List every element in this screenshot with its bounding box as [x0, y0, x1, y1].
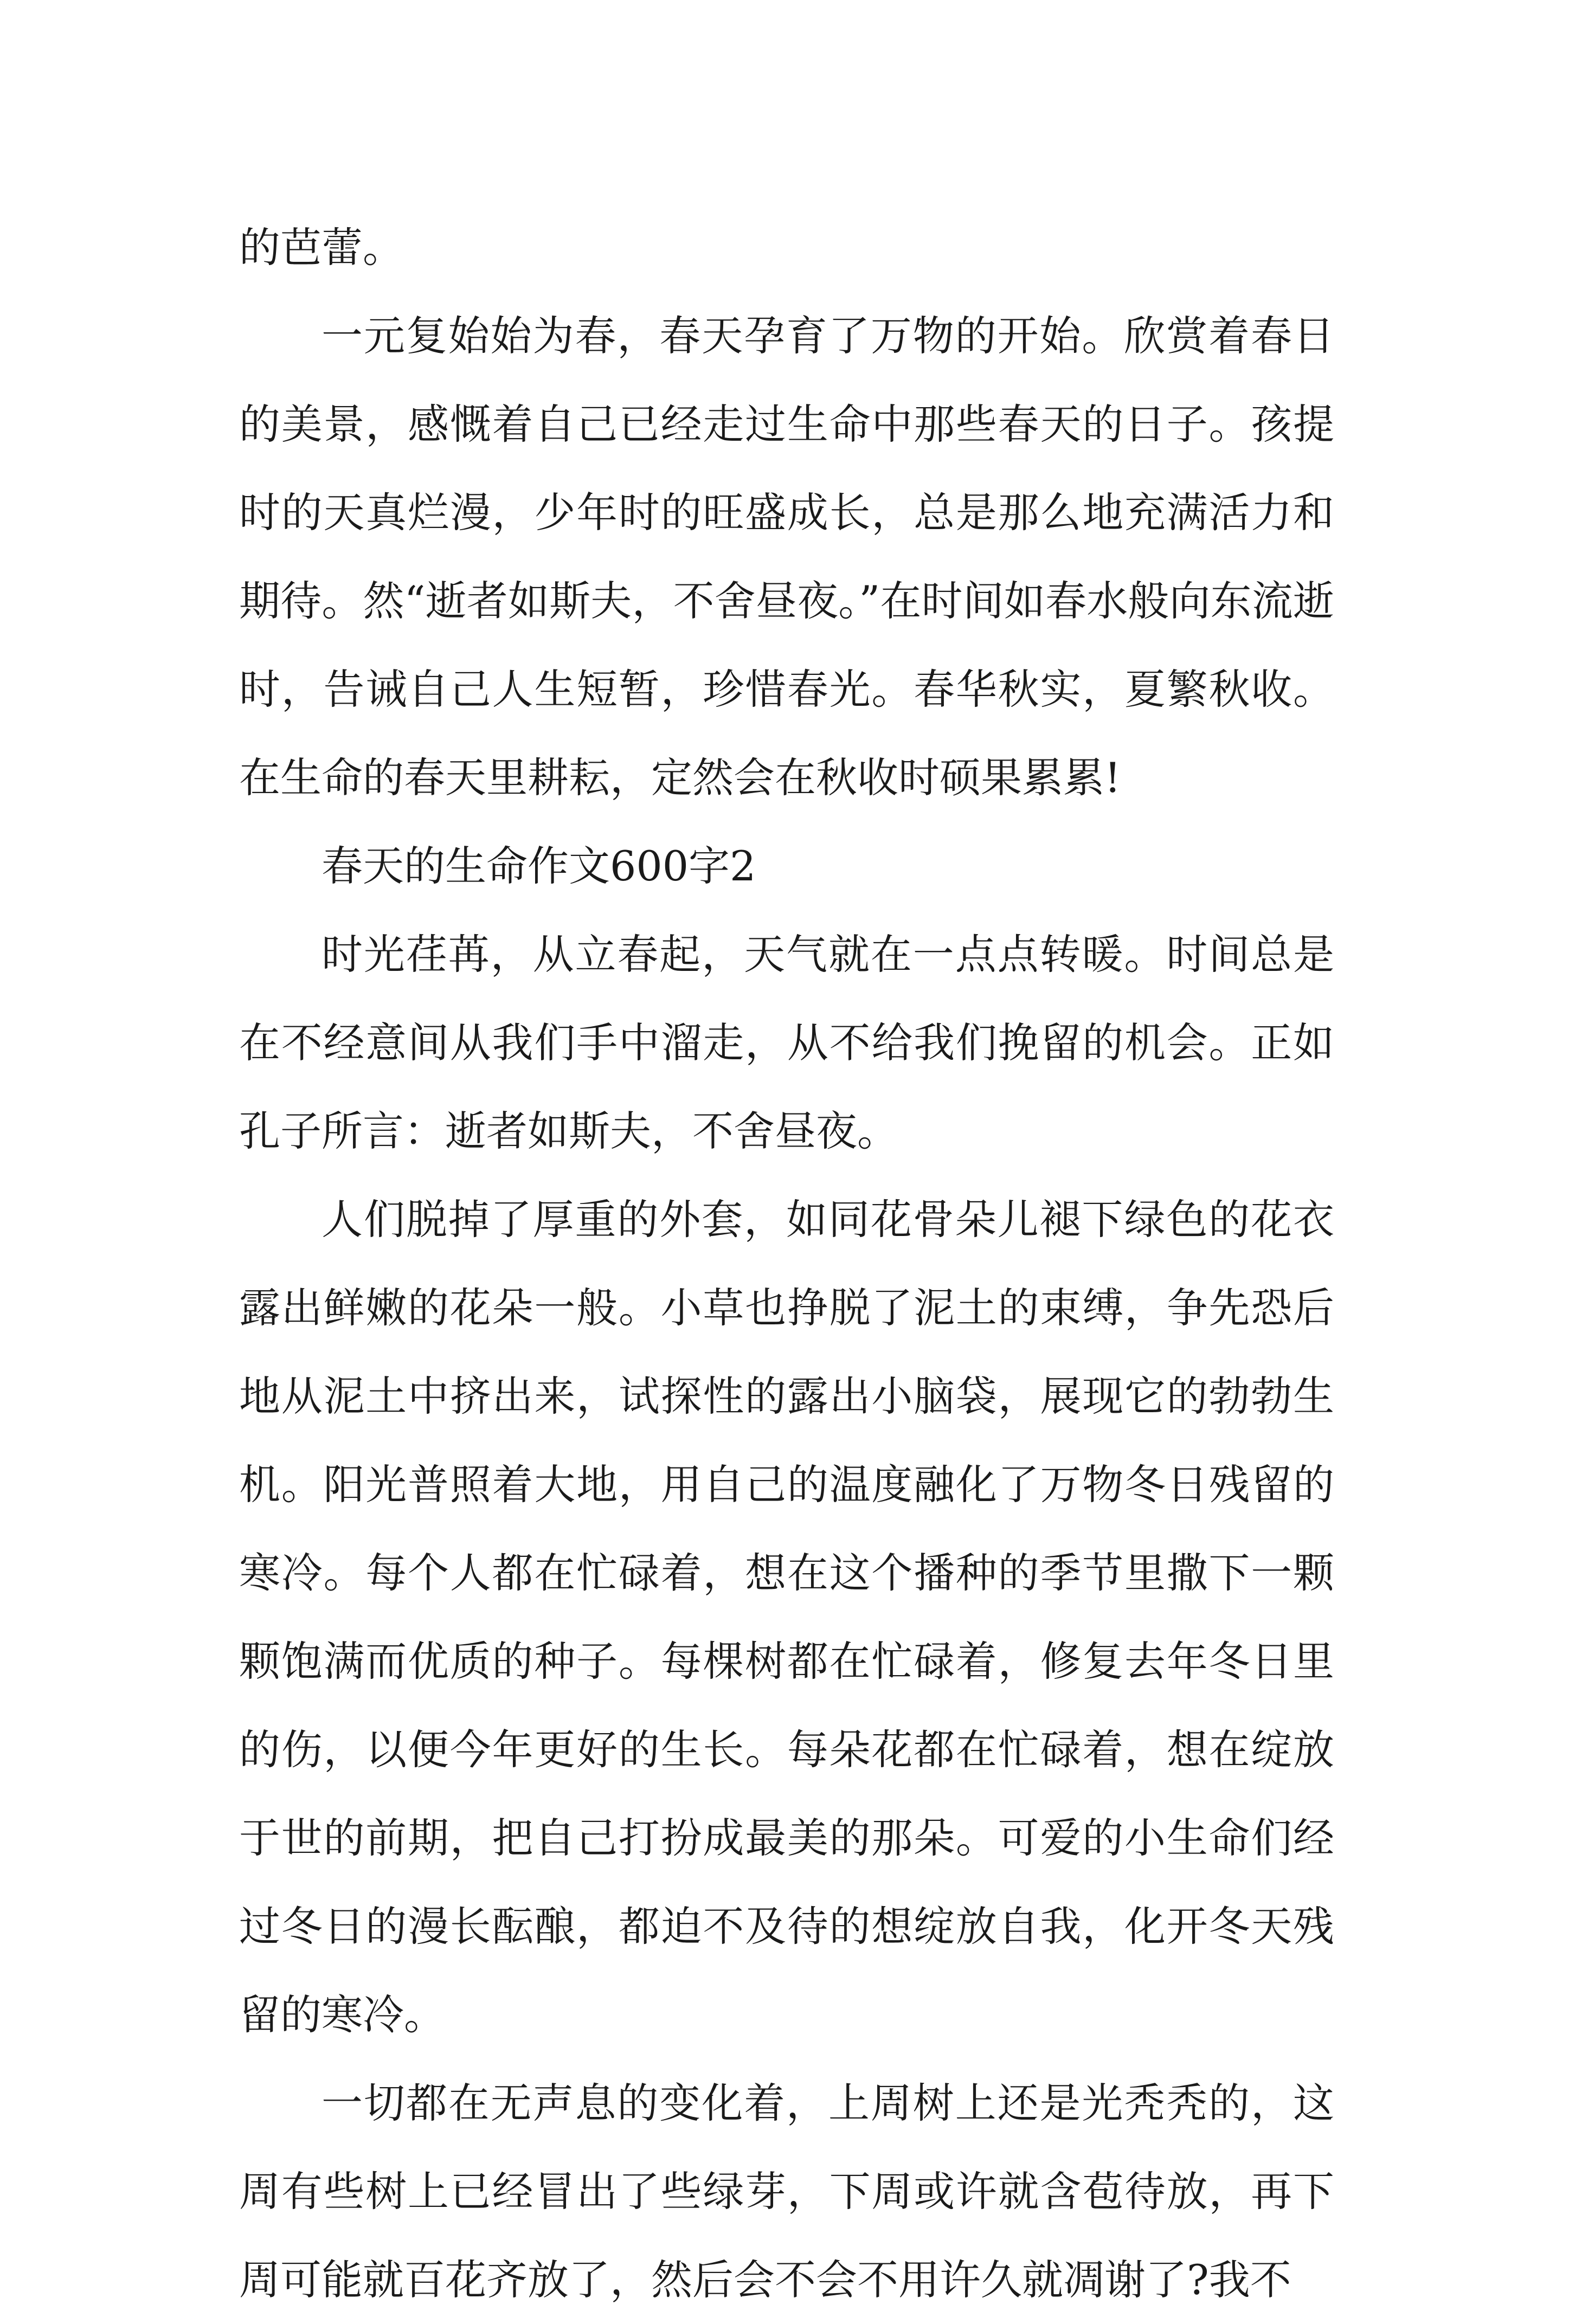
paragraph-silent-change: 一切都在无声息的变化着，上周树上还是光秃秃的，这周有些树上已经冒出了些绿芽，下周或许就含苞待放，再下周可能就百花齐放了，然后会不会不用许久就凋谢了?我不	[239, 2079, 1334, 2304]
paragraph-spring-beginning: 一元复始始为春，春天孕育了万物的开始。欣赏着春日的美景，感慨着自己已经走过生命中那些春天的日子。孩提时的天真烂漫，少年时的旺盛成长，总是那么地充满活力和期待。然“逝者如斯夫，不舍昼夜。”在时间如春水般向东流逝时，告诫自己人生短暂，珍惜春光。春华秋实，夏繁秋收。在生命的春天里耕耘，定然会在秋收时硕果累累!	[239, 312, 1334, 802]
paragraph-continuation: 的芭蕾。	[239, 223, 404, 272]
paragraph-time-passing: 时光荏苒，从立春起，天气就在一点点转暖。时间总是在不经意间从我们手中溜走，从不给我们挽留的机会。正如孔子所言：逝者如斯夫，不舍昼夜。	[239, 930, 1334, 1155]
paragraph-spring-life: 人们脱掉了厚重的外套，如同花骨朵儿褪下绿色的花衣露出鲜嫩的花朵一般。小草也挣脱了泥土的束缚，争先恐后地从泥土中挤出来，试探性的露出小脑袋，展现它的勃勃生机。阳光普照着大地，用自己的温度融化了万物冬日残留的寒冷。每个人都在忙碌着，想在这个播种的季节里撒下一颗颗饱满而优质的种子。每棵树都在忙碌着，修复去年冬日里的伤，以便今年更好的生长。每朵花都在忙碌着，想在绽放于世的前期，把自己打扮成最美的那朵。可爱的小生命们经过冬日的漫长酝酿，都迫不及待的想绽放自我，化开冬天残留的寒冷。	[239, 1195, 1334, 2039]
document-body	[239, 203, 1334, 2324]
essay-subtitle: 春天的生命作文600字2	[321, 842, 756, 890]
